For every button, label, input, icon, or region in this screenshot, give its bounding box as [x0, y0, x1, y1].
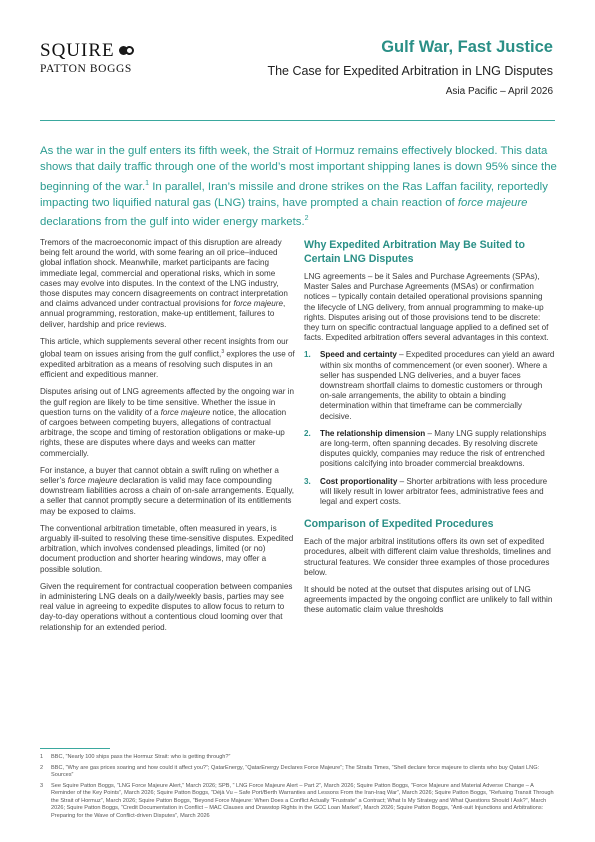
footnote: 1 BBC, “Nearly 100 ships pass the Hormuz Strait: who is getting through?”	[40, 754, 231, 760]
body-paragraph: Each of the major arbitral institutions offers its own set of expedited procedures, albeit with different claim value thresholds, timelines and structural features. We consider three examples of those procedures below.	[304, 537, 551, 577]
footnote-ref-3[interactable]: 3	[221, 349, 225, 356]
document-dateline: Asia Pacific – April 2026	[445, 86, 553, 97]
footnote-divider	[40, 748, 110, 749]
logo-mark-icon	[119, 44, 135, 58]
section-heading-why-expedited: Why Expedited Arbitration May Be Suited to Certain LNG Disputes	[304, 239, 525, 265]
company-logo	[40, 41, 170, 75]
footnote-ref-2[interactable]: 2	[304, 214, 309, 222]
header-divider	[40, 120, 555, 121]
body-paragraph: Disputes arising out of LNG agreements affected by the ongoing war in the gulf region are likely to be time sensitive. Whether the issue in question turns on the validity of a force majeure notice, the allocation of cargoes between competing buyers, allegations of contractual arbitrage, the scope and timing of restoration obligations or make-up rights, these are disputes where days and weeks can matter commercially.	[40, 387, 295, 458]
body-paragraph: It should be noted at the outset that disputes arising out of LNG agreements impacted by the ongoing conflict are unlikely to fall within these automatic claim value thresholds	[304, 585, 553, 615]
body-paragraph: Tremors of the macroeconomic impact of this disruption are already being felt around the world, with some fearing an oil price–induced global inflation shock. Meanwhile, market participants are facing immediate legal, commercial and operational risks, which in some cases may evolve into disputes. In the context of the LNG industry, those disputes may concern disagreements on contract interpretation and claims advanced under contractual provisions for force majeure, annual programming, restoration, make-up entitlement, failures to deliver, hardship and price reviews.	[40, 238, 288, 329]
right-column	[304, 238, 555, 623]
footnotes	[40, 754, 555, 823]
advantages-list	[304, 350, 555, 507]
body-paragraph: LNG agreements – be it Sales and Purchase Agreements (SPAs), Master Sales and Purchase Agreements (MSAs) or confirmation notices – typically contain detailed operational provisions spanning the lifecycle of LNG delivery, from annual programming to make-up rights. Disputes arising out of those provisions tend to be discrete: they turn on specific contractual language applied to a defined set of facts. Expedited arbitration offers several advantages in this context.	[304, 272, 549, 343]
list-item: 1. Speed and certainty – Expedited procedures can yield an award within six months of commencement (or even sooner). Where a seller has suspended LNG deliveries, and a buyer faces downstream shortfall claims to domestic customers or through on-sale arrangements, the ability to obtain a binding determination within that timeframe can be commercially decisive.	[304, 350, 555, 421]
body-paragraph: For instance, a buyer that cannot obtain a swift ruling on whether a seller’s force majeure declaration is valid may face compounding downstream liabilities across a chain of on-sale arrangements. Equally, a seller that cannot promptly secure a determination of its entitlements may be exposed to claims.	[40, 465, 295, 516]
lead-paragraph: As the war in the gulf enters its fifth week, the Strait of Hormuz remains effectively blocked. This data shows that daily traffic through one of the world’s most important shipping lanes is down 95% since the beginning of the war.$^1$ In parallel, Iran’s missile and drone strikes on the Ras Laffan facility, reportedly impacting two liquified natural gas (LNG) trains, have prompted a chain reaction of force majeure declarations from the gulf into wider energy markets.$^2$	[40, 145, 557, 228]
body-paragraph: The conventional arbitration timetable, often measured in years, is arguably ill-suited to resolving these time-sensitive disputes. Expedited arbitration, which involves condensed pleadings, limited (or no) document production and shorter hearing windows, may offer a possible solution.	[40, 523, 294, 574]
left-column	[40, 238, 295, 640]
logo-text-squire: SQUIRE	[40, 40, 115, 61]
logo-text-patton-boggs: PATTON BOGGS	[40, 63, 132, 75]
document-subtitle: The Case for Expedited Arbitration in LNG Disputes	[267, 64, 553, 78]
footnote: 3 See Squire Patton Boggs, “LNG Force Majeure Alert,” March 2026; SPB, “ LNG Force Majeure Alert – Part 2”, March 2026; Squire Patton Boggs, “Force Majeure and Material Adverse Change – A Reminder of the Key Points”, March 2026; Squire Patton Boggs, “Déjà Vu – Safe Port/Berth Warranties and Lessons From the Iran-Iraq War”, March 2026; Squire Patton Boggs, “Refusing Transit Through the Strait of Hormuz”, March 2026; Squire Patton Boggs, “Beyond Force Majeure: When Does a Conflict Actually “Frustrate” a Contract; What Is My Strategy and What Questions Should I Ask?”, March 2026; Squire Patton Boggs, “Credit Documentation in Conflict – MAC Clauses and Drawstop Rights in the GCC Loan Market”, March 2026; Squire Patton Boggs, “Anti-suit Injunctions and Arbitrations: Preparing for the Wave of Conflict-driven Disputes”, March 2026	[40, 782, 554, 819]
section-heading-comparison: Comparison of Expedited Procedures	[304, 518, 494, 531]
document-title: Gulf War, Fast Justice	[381, 38, 553, 56]
list-item: 2. The relationship dimension – Many LNG supply relationships are long-term, often spanning decades. By resolving discrete disputes quickly, companies may reduce the risk of entrenched positions calcifying into broader commercial breakdowns.	[304, 428, 547, 469]
footnote-ref-1[interactable]: 1	[145, 179, 150, 187]
list-item: 3. Cost proportionality – Shorter arbitrations with less procedure will likely result in lower arbitrator fees, administrative fees and legal and expert costs.	[304, 476, 548, 507]
body-paragraph: Given the requirement for contractual cooperation between companies in administering LNG deals on a daily/weekly basis, parties may see real value in agreeing to expedite disputes to allow focus to return to day-to-day operations without a contentious cloud looming over that relationship for an extended period.	[40, 581, 293, 632]
body-paragraph: This article, which supplements several other recent insights from our global team on issues arising from the gulf conflict,$^3$ explores the use of expedited arbitration as a means of resolving such disputes in an efficient and expeditious manner.	[40, 336, 295, 380]
footnote: 2 BBC, “Why are gas prices soaring and how could it affect you?”; QatarEnergy, “QatarEnergy Declares Force Majeure”; The Straits Times, “Shell declare force majeure to clients who buy Qatari LNG: Sources”	[40, 764, 540, 778]
